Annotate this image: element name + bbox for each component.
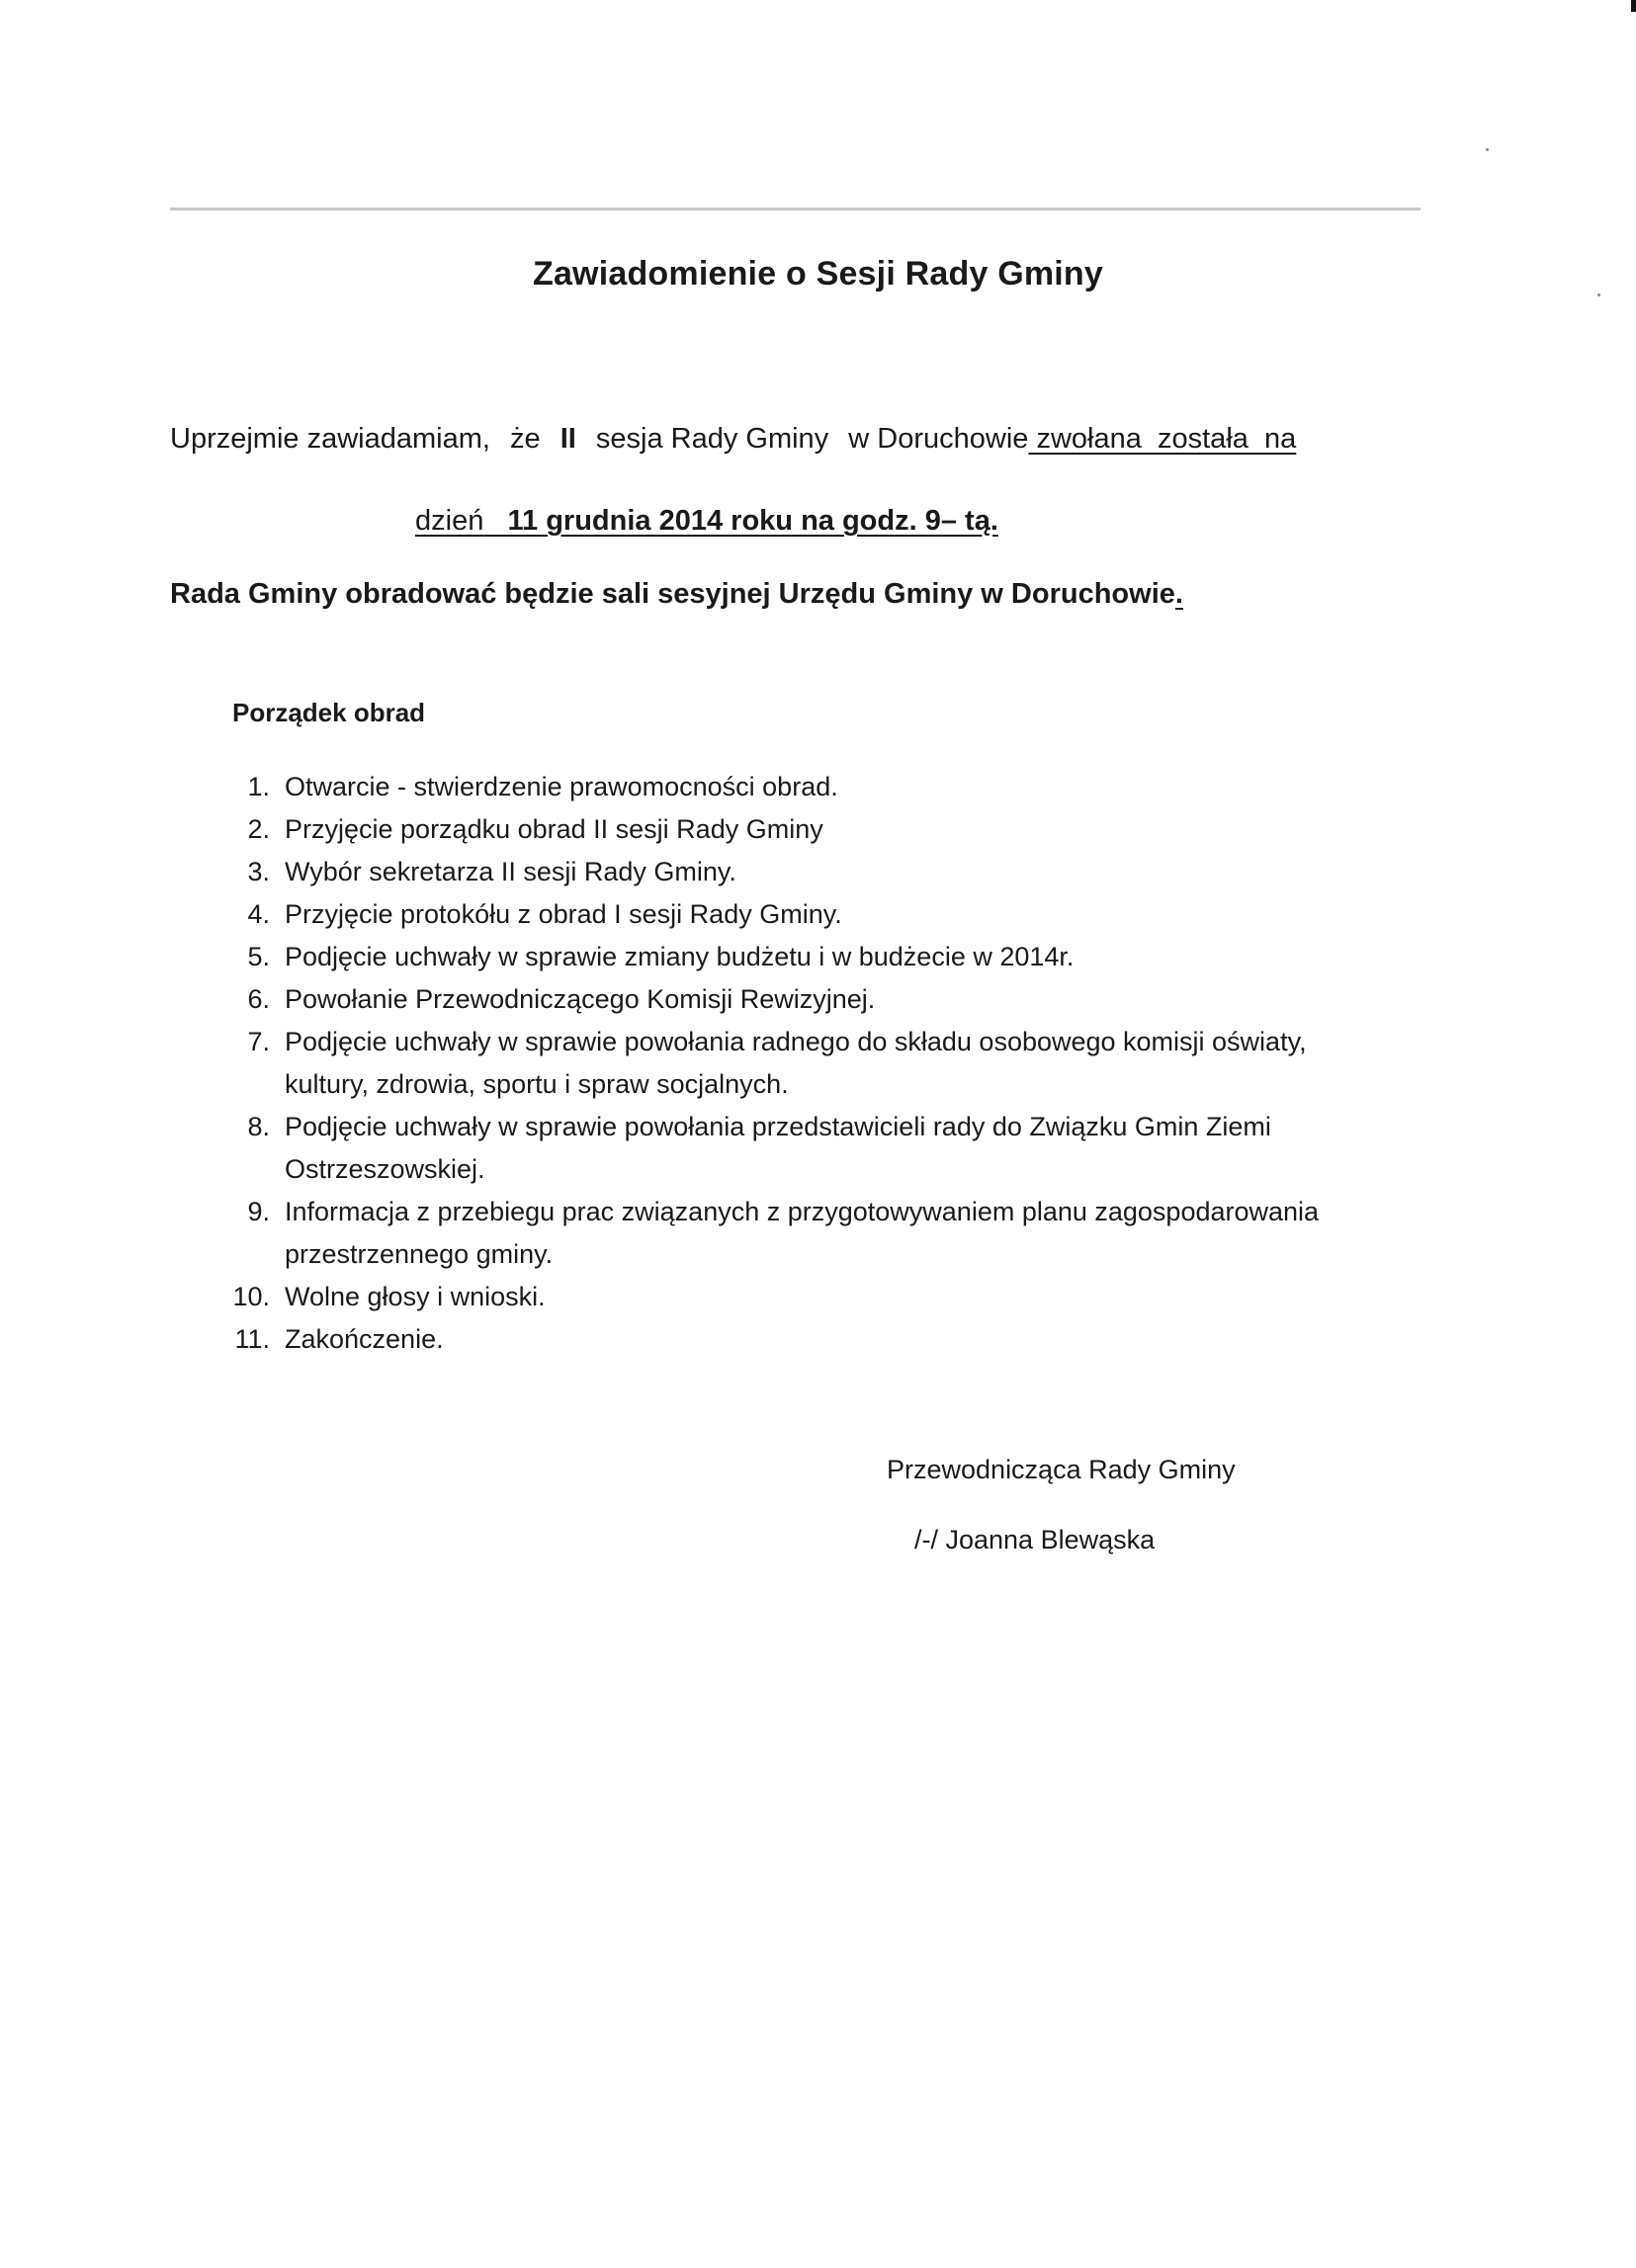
intro-text-underlined: na (1264, 423, 1297, 455)
session-date: 11 grudnia 2014 roku na godz. 9– tą. (507, 505, 998, 537)
agenda-item-number: 10. (232, 1282, 270, 1311)
signature-role: Przewodnicząca Rady Gminy (887, 1455, 1236, 1484)
agenda-item-text: Otwarcie - stwierdzenie prawomocności obrad. (285, 772, 838, 801)
agenda-item-number: 1. (247, 772, 270, 801)
agenda-item-text: Podjęcie uchwały w sprawie zmiany budżetu i w budżecie w 2014r. (285, 942, 1075, 971)
agenda-heading: Porządek obrad (232, 698, 426, 727)
agenda-item (213, 1191, 1399, 1276)
header-rule (170, 208, 1421, 210)
agenda-item (213, 1106, 1399, 1191)
agenda-item (213, 1318, 1399, 1361)
agenda-item (213, 1021, 1399, 1106)
signature-name: /-/ Joanna Blewąska (914, 1525, 1156, 1554)
agenda-item-text: Podjęcie uchwały w sprawie powołania przedstawicieli rady do Związku Gmin Ziemi Ostrzeszowskiej. (285, 1112, 1271, 1184)
agenda-item-text: Wolne głosy i wnioski. (285, 1282, 546, 1311)
agenda-item-number: 3. (247, 857, 270, 886)
agenda-item-number: 2. (247, 814, 270, 844)
agenda-item-number: 6. (247, 984, 270, 1014)
agenda-item (213, 1276, 1399, 1318)
agenda-item-text: Powołanie Przewodniczącego Komisji Rewizyjnej. (285, 984, 876, 1014)
scan-edge-mark (1631, 0, 1636, 12)
agenda-item-number: 11. (234, 1324, 270, 1354)
intro-text: że (510, 423, 541, 455)
agenda-item-number: 8. (247, 1112, 270, 1141)
agenda-item-number: 4. (247, 899, 270, 929)
intro-text: sesja Rady Gminy (595, 423, 829, 455)
intro-text-underlined: zwołana (1036, 423, 1142, 455)
intro-text-underlined: została (1158, 423, 1249, 455)
agenda-item-text: Wybór sekretarza II sesji Rady Gminy. (285, 857, 736, 886)
agenda-item (213, 766, 1399, 808)
date-label: dzień (415, 505, 484, 537)
agenda-item-text: Informacja z przebiegu prac związanych z przygotowywaniem planu zagospodarowania przestrzennego gminy. (285, 1197, 1320, 1269)
session-number: II (560, 423, 576, 455)
agenda-list (213, 766, 1399, 1361)
agenda-item-number: 9. (247, 1197, 270, 1226)
agenda-item (213, 893, 1399, 936)
agenda-item (213, 808, 1399, 851)
session-date-line (415, 505, 998, 538)
venue-line (170, 578, 1183, 611)
agenda-item-text: Podjęcie uchwały w sprawie powołania radnego do składu osobowego komisji oświaty, kultury, zdrowia, sportu i spraw socjalnych. (285, 1027, 1307, 1099)
scan-speck (1597, 294, 1600, 296)
agenda-item (213, 851, 1399, 893)
scan-speck (1486, 148, 1489, 151)
agenda-item (213, 936, 1399, 978)
agenda-item-number: 5. (247, 942, 270, 971)
agenda-item (213, 978, 1399, 1021)
intro-line (170, 423, 1296, 456)
agenda-item-text: Zakończenie. (285, 1324, 444, 1354)
intro-text: w Doruchowie (848, 423, 1029, 455)
venue-trailing: . (1174, 578, 1183, 610)
venue-text: Rada Gminy obradować będzie sali sesyjnej Urzędu Gminy w Doruchowie (170, 578, 1175, 610)
agenda-item-text: Przyjęcie protokółu z obrad I sesji Rady Gminy. (285, 899, 842, 929)
agenda-item-text: Przyjęcie porządku obrad II sesji Rady Gminy (285, 814, 823, 844)
intro-text: Uprzejmie zawiadamiam, (170, 423, 490, 455)
agenda-item-number: 7. (247, 1027, 270, 1056)
document-title: Zawiadomienie o Sesji Rady Gminy (532, 255, 1103, 293)
